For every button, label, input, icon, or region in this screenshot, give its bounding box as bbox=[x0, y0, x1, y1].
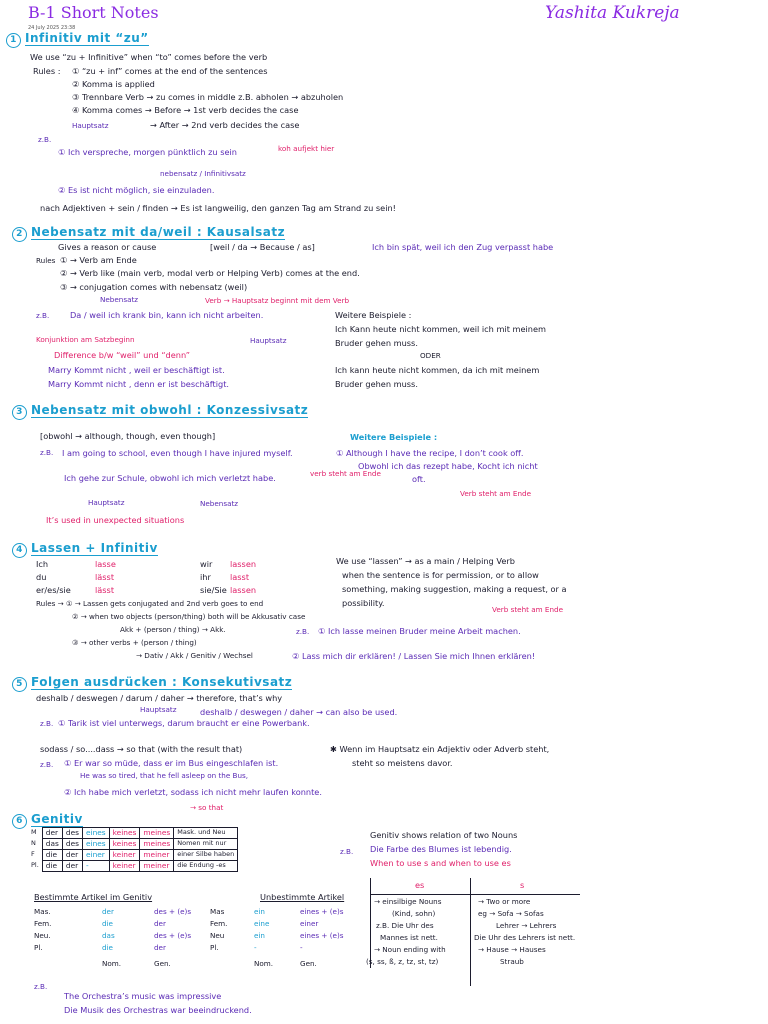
table-cell: die bbox=[42, 850, 62, 861]
table-cell: eines bbox=[82, 828, 109, 839]
s2-note-top: Ich bin spät, weil ich den Zug verpasst habe bbox=[372, 242, 554, 252]
s1-hauptsatz-label: Hauptsatz bbox=[72, 121, 109, 130]
gender-label: Mas bbox=[210, 907, 225, 916]
s3-verb-note-2: Verb steht am Ende bbox=[460, 489, 531, 498]
s4-rule-3: ③ → other verbs + (person / thing) bbox=[72, 638, 197, 647]
nominative-article: ein bbox=[254, 907, 265, 916]
table-cell: die Endung -es bbox=[174, 861, 238, 872]
gender-label: Fem. bbox=[34, 919, 52, 928]
s1-rule-4: ④ Komma comes → Before → 1st verb decides the case bbox=[72, 105, 299, 115]
s6-right-3: When to use s and when to use es bbox=[370, 858, 511, 868]
table-cell: der bbox=[62, 861, 82, 872]
s2-nebensatz-label: Nebensatz bbox=[100, 295, 139, 304]
s5-example-3b: → so that bbox=[190, 803, 224, 812]
table-cell: Nomen mit nur bbox=[174, 839, 238, 850]
s4-conj-p1: Ich bbox=[36, 559, 49, 569]
s6-right-1: Genitiv shows relation of two Nouns bbox=[370, 830, 518, 840]
case-label: Nom. bbox=[102, 959, 122, 968]
table-cell: das bbox=[42, 839, 62, 850]
s6-example-1: The Orchestra’s music was impressive bbox=[64, 991, 222, 1001]
table-cell: Mask. und Neu bbox=[174, 828, 238, 839]
table-cell: die bbox=[42, 861, 62, 872]
s3-hauptsatz-label: Hauptsatz bbox=[88, 498, 125, 507]
section-title: Lassen + Infinitiv bbox=[31, 541, 158, 555]
s-rule-4: Die Uhr des Lehrers ist nett. bbox=[474, 933, 576, 942]
genitive-article: des + (e)s bbox=[154, 907, 192, 916]
s3-line-2: I am going to school, even though I have injured myself. bbox=[62, 448, 293, 458]
s4-conj-v2: lassen bbox=[230, 559, 257, 569]
s4-conj-p4: ihr bbox=[200, 572, 211, 582]
s3-weitere-2: Obwohl ich das rezept habe, Kocht ich nicht bbox=[358, 461, 538, 471]
section-number: 1 bbox=[6, 33, 21, 48]
s4-conj-p6: sie/Sie bbox=[200, 585, 227, 595]
table-cell: meines bbox=[140, 839, 174, 850]
table-cell: keiner bbox=[109, 850, 140, 861]
s5-example-2: ① Er war so müde, dass er im Bus eingeschlafen ist. bbox=[64, 758, 279, 768]
s-rule-6: Straub bbox=[500, 957, 524, 966]
section-4-heading bbox=[12, 542, 158, 558]
s5-zb-2: z.B. bbox=[40, 760, 54, 769]
page-title: B-1 Short Notes bbox=[28, 3, 159, 22]
s1-example-3: nach Adjektiven + sein / finden → Es ist langweilig, den ganzen Tag am Strand zu sein! bbox=[40, 203, 396, 213]
s4-conj-p2: wir bbox=[200, 559, 213, 569]
gender-label: Pl. bbox=[34, 943, 43, 952]
s4-right-4: possibility. bbox=[342, 598, 385, 608]
es-s-divider-top bbox=[370, 894, 580, 896]
s4-example-1: ① Ich lasse meinen Bruder meine Arbeit machen. bbox=[318, 626, 521, 636]
s-rule-3: Lehrer → Lehrers bbox=[496, 921, 557, 930]
s2-verb-note: Verb → Hauptsatz beginnt mit dem Verb bbox=[205, 296, 350, 305]
s4-rule-2: ② → when two objects (person/thing) both will be Akkusativ case bbox=[72, 612, 306, 621]
s4-conj-p3: du bbox=[36, 572, 47, 582]
s5-line-1: deshalb / deswegen / darum / daher → therefore, that’s why bbox=[36, 693, 283, 703]
s2-oder: ODER bbox=[420, 351, 441, 360]
section-number: 5 bbox=[12, 677, 27, 692]
s4-conj-v4: lasst bbox=[230, 572, 250, 582]
s4-right-1: We use “lassen” → as a main / Helping Verb bbox=[336, 556, 515, 566]
gender-label: Neu bbox=[210, 931, 225, 940]
s2-line-1: Gives a reason or cause bbox=[58, 242, 157, 252]
es-rule-3: z.B. Die Uhr des bbox=[376, 921, 434, 930]
section-number: 3 bbox=[12, 405, 27, 420]
s1-rules-label: Rules : bbox=[33, 66, 61, 76]
section-number: 2 bbox=[12, 227, 27, 242]
s5-example-2b: He was so tired, that he fell asleep on the Bus, bbox=[80, 771, 249, 780]
s4-rule-1: Rules → ① → Lassen gets conjugated and 2nd verb goes to end bbox=[36, 599, 264, 608]
gender-label: Neu. bbox=[34, 931, 51, 940]
table-cell: - bbox=[82, 861, 109, 872]
s4-conj-p5: er/es/sie bbox=[36, 585, 71, 595]
s-rule-5: → Hause → Hauses bbox=[478, 945, 546, 954]
es-rule-5: → Noun ending with bbox=[374, 945, 446, 954]
section-number: 4 bbox=[12, 543, 27, 558]
s3-weitere-label: Weitere Beispiele : bbox=[350, 432, 438, 442]
table-cell: der bbox=[62, 850, 82, 861]
s2-rule-3: ③ → conjugation comes with nebensatz (weil) bbox=[60, 282, 248, 292]
s2-zb: z.B. bbox=[36, 311, 50, 320]
s2-weitere-label: Weitere Beispiele : bbox=[335, 310, 412, 320]
s2-denn-example: Marry Kommt nicht , denn er ist beschäftigt. bbox=[48, 379, 230, 389]
s3-example: Ich gehe zur Schule, obwohl ich mich verletzt habe. bbox=[64, 473, 276, 483]
s2-rule-2: ② → Verb like (main verb, modal verb or Helping Verb) comes at the end. bbox=[60, 268, 360, 278]
s2-weil-example: Marry Kommt nicht , weil er beschäftigt ist. bbox=[48, 365, 225, 375]
author-signature: Yashita Kukreja bbox=[545, 3, 680, 23]
table-cell: M bbox=[31, 828, 37, 837]
genitive-article: - bbox=[300, 943, 303, 952]
s5-example-3: ② Ich habe mich verletzt, sodass ich nicht mehr laufen konnte. bbox=[64, 787, 322, 797]
s3-nebensatz-label: Nebensatz bbox=[200, 499, 239, 508]
genitive-article: einer bbox=[300, 919, 319, 928]
gender-label: Mas. bbox=[34, 907, 51, 916]
s1-example-1-sub: nebensatz / Infinitivsatz bbox=[160, 169, 246, 178]
table-cell: des bbox=[62, 839, 82, 850]
s5-line-2: sodass / so....dass → so that (with the result that) bbox=[40, 744, 243, 754]
s4-conj-v1: lasse bbox=[95, 559, 116, 569]
s4-example-2: ② Lass mich dir erklären! / Lassen Sie mich Ihnen erklären! bbox=[292, 651, 536, 661]
genitive-article: des + (e)s bbox=[154, 931, 192, 940]
s5-example-1-right: deshalb / deswegen / daher → can also be used. bbox=[200, 707, 398, 717]
s1-rule-2: ② Komma is applied bbox=[72, 79, 155, 89]
genitive-article: eines + (e)s bbox=[300, 907, 344, 916]
s6-indefinite-title: Unbestimmte Artikel bbox=[260, 892, 345, 902]
nominative-article: der bbox=[102, 907, 114, 916]
es-s-divider-left bbox=[370, 878, 372, 968]
s-rule-2: eg → Sofa → Sofas bbox=[478, 909, 544, 918]
s3-line-1: [obwohl → although, though, even though] bbox=[40, 431, 216, 441]
case-label: Gen. bbox=[300, 959, 317, 968]
s6-zb-2: z.B. bbox=[34, 982, 48, 991]
s-column-head: s bbox=[520, 880, 525, 890]
gender-label: Pl. bbox=[210, 943, 219, 952]
s5-hauptsatz-label: Hauptsatz bbox=[140, 705, 177, 714]
s2-hauptsatz-label: Hauptsatz bbox=[250, 336, 287, 345]
nominative-article: das bbox=[102, 931, 115, 940]
section-title: Nebensatz mit da/weil : Kausalsatz bbox=[31, 225, 286, 239]
section-number: 6 bbox=[12, 814, 27, 829]
gender-label: Fem. bbox=[210, 919, 228, 928]
s5-zb: z.B. bbox=[40, 719, 54, 728]
nominative-article: die bbox=[102, 919, 113, 928]
s3-weitere-1: ① Although I have the recipe, I don’t cook off. bbox=[336, 448, 524, 458]
s1-example-2: ② Es ist nicht möglich, sie einzuladen. bbox=[58, 185, 215, 195]
s4-rule-2b: Akk + (person / thing) → Akk. bbox=[120, 625, 226, 634]
s1-example-1: ① Ich verspreche, morgen pünktlich zu sein bbox=[58, 147, 237, 157]
table-cell: eines bbox=[82, 839, 109, 850]
s1-rule-1: ① “zu + inf” comes at the end of the sentences bbox=[72, 66, 268, 76]
s4-right-2: when the sentence is for permission, or to allow bbox=[342, 570, 539, 580]
table-cell: der bbox=[42, 828, 62, 839]
s2-rule-1: ① → Verb am Ende bbox=[60, 255, 137, 265]
timestamp: 24 July 2025 23:38 bbox=[28, 25, 76, 31]
genitiv-table bbox=[28, 827, 238, 872]
s4-conj-v5: lässt bbox=[95, 585, 115, 595]
s1-intro: We use “zu + Infinitive” when “to” comes before the verb bbox=[30, 52, 268, 62]
s5-star-note: ✱ Wenn im Hauptsatz ein Adjektiv oder Adverb steht, bbox=[330, 744, 550, 754]
table-cell: keines bbox=[109, 828, 140, 839]
table-row bbox=[28, 839, 238, 850]
case-label: Gen. bbox=[154, 959, 171, 968]
section-title: Folgen ausdrücken : Konsekutivsatz bbox=[31, 675, 293, 689]
s-rule-1: → Two or more bbox=[478, 897, 531, 906]
section-5-heading bbox=[12, 676, 292, 692]
s6-zb: z.B. bbox=[340, 847, 354, 856]
s5-example-1: ① Tarik ist viel unterwegs, darum braucht er eine Powerbank. bbox=[58, 718, 310, 728]
s4-right-3: something, making suggestion, making a request, or a bbox=[342, 584, 567, 594]
s2-weitere-1b: Bruder gehen muss. bbox=[335, 338, 418, 348]
s1-example-1-note: koh aufjekt hier bbox=[278, 144, 335, 153]
s6-right-2: Die Farbe des Blumes ist lebendig. bbox=[370, 844, 512, 854]
s3-verb-note: verb steht am Ende bbox=[310, 469, 381, 478]
es-rule-4: Mannes ist nett. bbox=[380, 933, 438, 942]
s1-zb: z.B. bbox=[38, 135, 52, 144]
nominative-article: ein bbox=[254, 931, 265, 940]
table-row bbox=[28, 828, 238, 839]
table-cell: des bbox=[62, 828, 82, 839]
genitive-article: der bbox=[154, 943, 166, 952]
genitive-article: der bbox=[154, 919, 166, 928]
es-column-head: es bbox=[415, 880, 425, 890]
s2-konjunktion: Konjunktion am Satzbeginn bbox=[36, 335, 135, 344]
es-rule-6: (s, ss, ß, z, tz, st, tz) bbox=[366, 957, 439, 966]
es-rule-2: (Kind, sohn) bbox=[392, 909, 436, 918]
section-title: Infinitiv mit “zu” bbox=[25, 31, 149, 45]
section-title: Nebensatz mit obwohl : Konzessivsatz bbox=[31, 403, 309, 417]
s2-example: Da / weil ich krank bin, kann ich nicht arbeiten. bbox=[70, 310, 264, 320]
s5-star-note-2: steht so meistens davor. bbox=[352, 758, 453, 768]
s3-zb: z.B. bbox=[40, 448, 54, 457]
s2-weitere-2: Ich kann heute nicht kommen, da ich mit meinem bbox=[335, 365, 540, 375]
table-cell: einer bbox=[82, 850, 109, 861]
s4-conj-v6: lassen bbox=[230, 585, 257, 595]
table-cell: N bbox=[31, 839, 36, 848]
s2-rules-label: Rules bbox=[36, 256, 56, 265]
s1-rule-4b: → After → 2nd verb decides the case bbox=[150, 120, 300, 130]
case-label: Nom. bbox=[254, 959, 274, 968]
table-cell: F bbox=[31, 850, 35, 859]
s1-rule-3: ③ Trennbare Verb → zu comes in middle z.B. abholen → abzuholen bbox=[72, 92, 344, 102]
table-cell: meines bbox=[140, 828, 174, 839]
s3-unexpected: It’s used in unexpected situations bbox=[46, 515, 185, 525]
table-cell: Pl. bbox=[31, 861, 39, 870]
s4-verb-note: Verb steht am Ende bbox=[492, 605, 563, 614]
table-cell: meiner bbox=[140, 861, 174, 872]
nominative-article: die bbox=[102, 943, 113, 952]
s6-example-2: Die Musik des Orchestras war beeindruckend. bbox=[64, 1005, 252, 1015]
section-3-heading bbox=[12, 404, 308, 420]
section-1-heading bbox=[6, 32, 149, 48]
s2-difference: Difference b/w “weil” und “denn” bbox=[54, 350, 190, 360]
table-cell: meiner bbox=[140, 850, 174, 861]
section-2-heading bbox=[12, 226, 285, 242]
table-cell: einer Silbe haben bbox=[174, 850, 238, 861]
table-row bbox=[28, 861, 238, 872]
table-cell: keines bbox=[109, 839, 140, 850]
table-row bbox=[28, 850, 238, 861]
s6-definite-title: Bestimmte Artikel im Genitiv bbox=[34, 892, 153, 902]
nominative-article: eine bbox=[254, 919, 270, 928]
s2-line-1b: [weil / da → Because / as] bbox=[210, 242, 315, 252]
table-cell: keiner bbox=[109, 861, 140, 872]
s4-conj-v3: lässt bbox=[95, 572, 115, 582]
s2-weitere-1: Ich Kann heute nicht kommen, weil ich mit meinem bbox=[335, 324, 547, 334]
s3-weitere-3: oft. bbox=[412, 474, 426, 484]
es-rule-1: → einsilbige Nouns bbox=[374, 897, 442, 906]
genitive-article: eines + (e)s bbox=[300, 931, 344, 940]
s4-rule-3b: → Dativ / Akk / Genitiv / Wechsel bbox=[136, 651, 253, 660]
section-title: Genitiv bbox=[31, 812, 83, 826]
s4-zb: z.B. bbox=[296, 627, 310, 636]
nominative-article: - bbox=[254, 943, 257, 952]
s2-weitere-2b: Bruder gehen muss. bbox=[335, 379, 418, 389]
